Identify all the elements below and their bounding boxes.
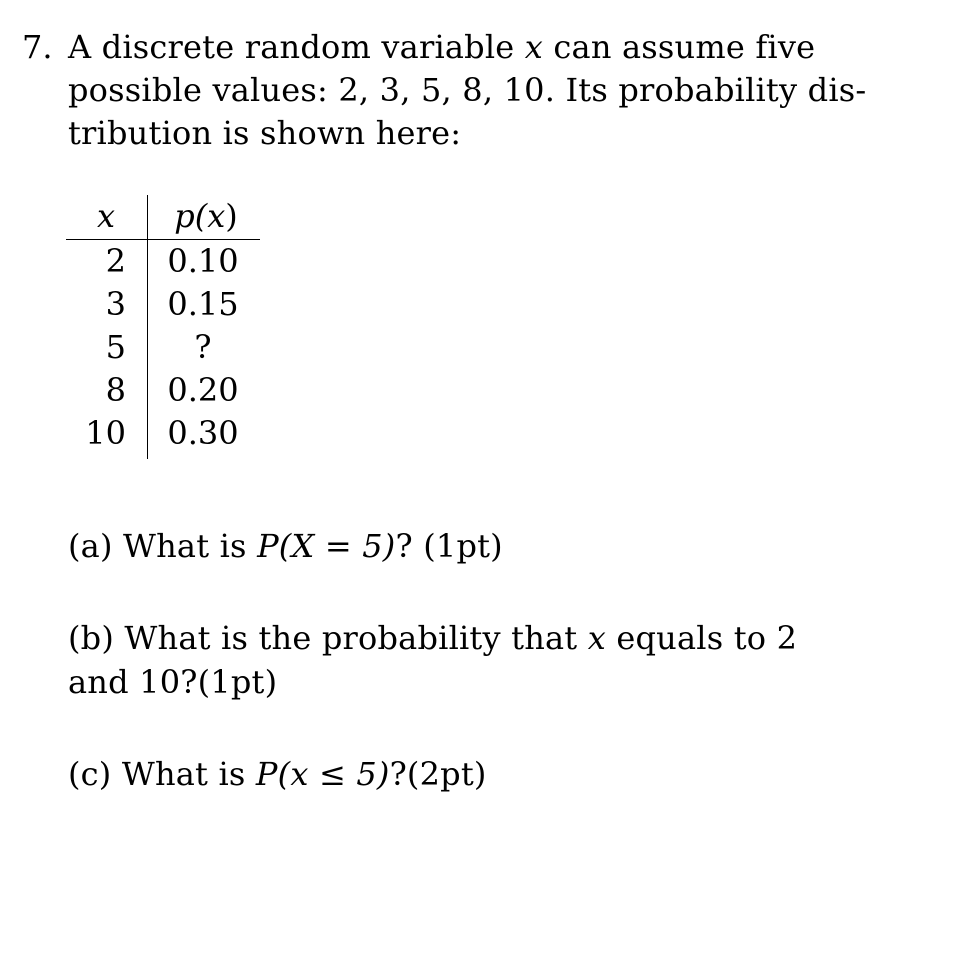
table-header-px [166,195,246,237]
question-c-label: (c) What is [68,755,256,793]
question-b-post: equals to 2 [605,619,798,657]
table-row [66,412,260,455]
table-cell-p: 0.15 [167,285,239,323]
question-b-variable-x: x [587,619,606,657]
table-cell-x: 10 [85,414,126,452]
question-c-tail: ?(2pt) [389,755,487,793]
probability-table [66,195,260,459]
table-row [66,369,260,412]
question-a-math: P(X = 5) [257,527,396,565]
question-b-line-1 [68,616,797,660]
table-cell-x: 5 [105,328,126,366]
question-c [68,752,487,796]
table-cell-p: ? [194,328,212,366]
table-header-p-suffix: ) [225,197,238,235]
table-cell-x: 8 [105,371,126,409]
question-a [68,524,503,568]
table-row [66,240,260,283]
table-cell-x: 3 [105,285,126,323]
table-row [66,326,260,369]
table-row [66,283,260,326]
table-header-x: x [96,197,116,235]
intro-variable-x: x [524,28,544,66]
question-b-pre: (b) What is the probability that [68,619,588,657]
intro-line-1 [68,26,815,69]
table-header-p-prefix: p( [174,197,208,235]
intro-line-2: possible values: 2, 3, 5, 8, 10. Its probability dis- [68,71,867,109]
table-cell-p: 0.30 [167,414,239,452]
table-cell-p: 0.10 [167,242,239,280]
table-header-p-var: x [207,197,226,235]
question-a-tail: ? (1pt) [395,527,503,565]
table-cell-x: 2 [105,242,126,280]
intro-line-3: tribution is shown here: [68,114,462,152]
question-c-math: P(x ≤ 5) [255,755,390,793]
table-cell-p: 0.20 [167,371,239,409]
question-a-label: (a) What is [68,527,258,565]
problem-number: 7. [22,28,53,66]
question-b-line-2: and 10?(1pt) [68,663,278,701]
intro-line-1-pre: A discrete random variable [68,28,525,66]
intro-line-1-post: can assume five [543,28,816,66]
